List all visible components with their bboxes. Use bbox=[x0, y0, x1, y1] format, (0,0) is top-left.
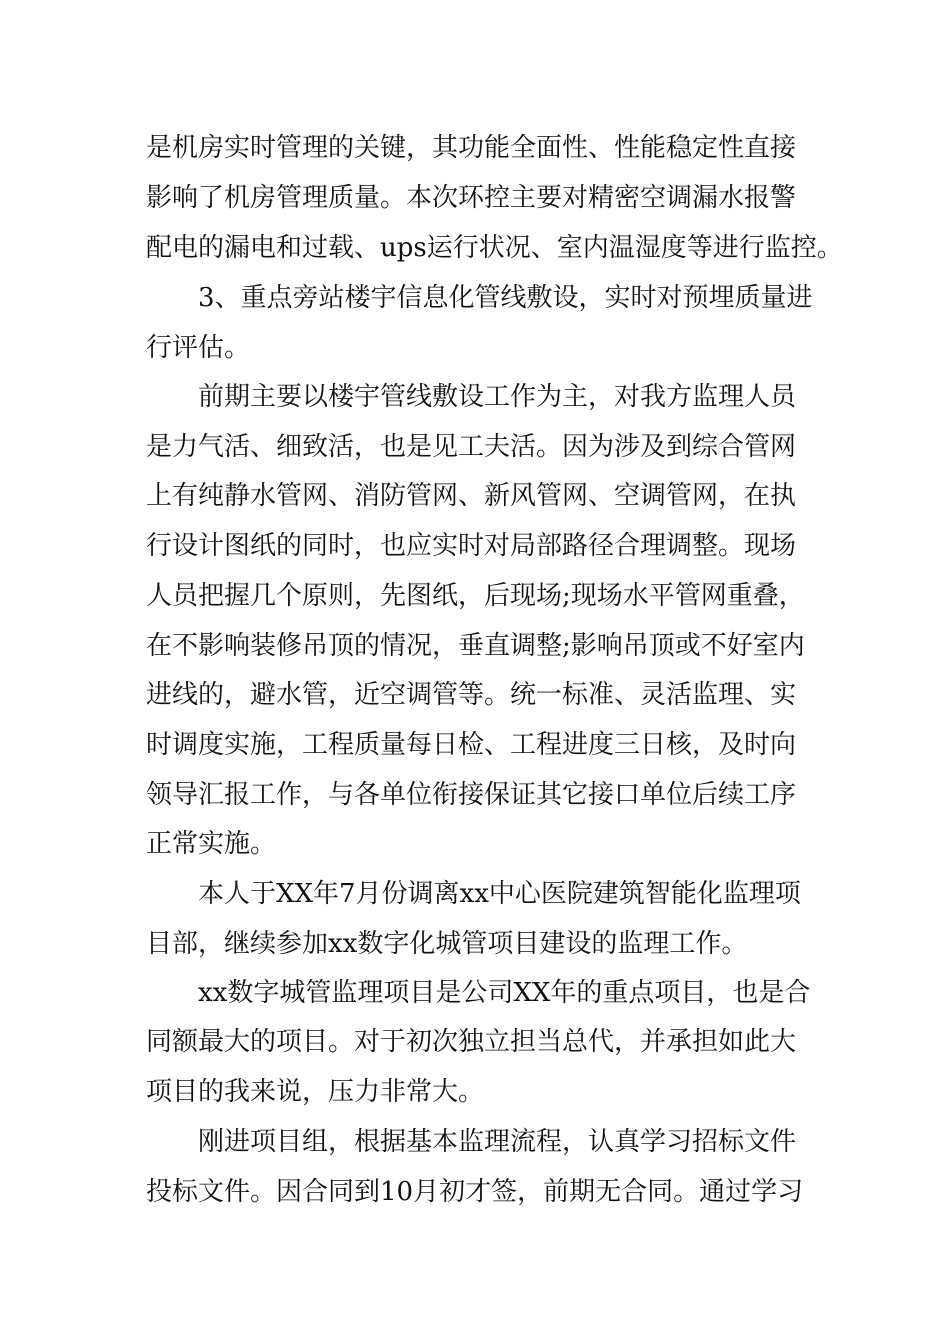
text-line: 时调度实施，工程质量每日检、工程进度三日核，及时向 bbox=[146, 730, 797, 760]
text-line: 投标文件。因合同到10月初才签，前期无合同。通过学习 bbox=[146, 1177, 804, 1207]
text-line: 行评估。 bbox=[146, 333, 251, 363]
text-line: 进线的，避水管，近空调管等。统一标准、灵活监理、实 bbox=[146, 680, 797, 710]
text-line: 3、重点旁站楼宇信息化管线敷设，实时对预埋质量进 bbox=[198, 283, 813, 313]
text-line: 前期主要以楼宇管线敷设工作为主，对我方监理人员 bbox=[198, 382, 797, 412]
text-line: 在不影响装修吊顶的情况，垂直调整;影响吊顶或不好室内 bbox=[146, 631, 805, 661]
text-line: 本人于XX年7月份调离xx中心医院建筑智能化监理项 bbox=[198, 879, 801, 909]
text-line: 人员把握几个原则，先图纸，后现场;现场水平管网重叠， bbox=[146, 581, 805, 611]
text-line: 配电的漏电和过载、ups运行状况、室内温湿度等进行监控。 bbox=[146, 233, 843, 263]
text-line: 刚进项目组，根据基本监理流程，认真学习招标文件 bbox=[198, 1127, 797, 1157]
text-line: xx数字城管监理项目是公司XX年的重点项目，也是合 bbox=[198, 978, 811, 1008]
text-line: 正常实施。 bbox=[146, 829, 277, 859]
text-line: 领导汇报工作，与各单位衔接保证其它接口单位后续工序 bbox=[146, 780, 797, 810]
text-line: 影响了机房管理质量。本次环控主要对精密空调漏水报警 bbox=[146, 183, 797, 213]
text-line: 是力气活、细致活，也是见工夫活。因为涉及到综合管网 bbox=[146, 432, 797, 462]
text-line: 是机房实时管理的关键，其功能全面性、性能稳定性直接 bbox=[146, 133, 797, 163]
text-line: 项目的我来说，压力非常大。 bbox=[146, 1077, 485, 1107]
text-line: 同额最大的项目。对于初次独立担当总代，并承担如此大 bbox=[146, 1027, 797, 1057]
text-line: 上有纯静水管网、消防管网、新风管网、空调管网，在执 bbox=[146, 481, 797, 511]
text-line: 行设计图纸的同时，也应实时对局部路径合理调整。现场 bbox=[146, 531, 797, 561]
text-line: 目部，继续参加xx数字化城管项目建设的监理工作。 bbox=[146, 929, 748, 959]
